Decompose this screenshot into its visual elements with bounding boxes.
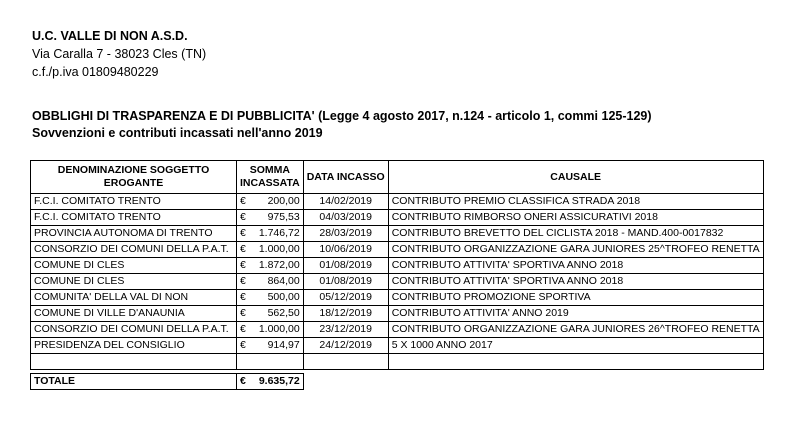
date-cell: 01/08/2019 — [303, 258, 388, 274]
entity-cell: COMUNE DI CLES — [31, 258, 237, 274]
currency-symbol: € — [240, 211, 246, 223]
empty-cell — [237, 354, 304, 370]
amount-cell — [237, 338, 304, 354]
currency-symbol: € — [240, 243, 246, 255]
empty-cell — [31, 354, 237, 370]
amount-value: 975,53 — [267, 211, 300, 223]
amount-value: 914,97 — [267, 339, 300, 351]
table-row — [31, 194, 764, 210]
table-row — [31, 306, 764, 322]
currency-symbol: € — [240, 323, 246, 335]
amount-cell — [237, 306, 304, 322]
column-header-entity-line2: EROGANTE — [103, 177, 164, 189]
date-cell: 01/08/2019 — [303, 274, 388, 290]
entity-cell: COMUNITA' DELLA VAL DI NON — [31, 290, 237, 306]
table-row — [31, 274, 764, 290]
reason-cell: CONTRIBUTO ATTIVITA' SPORTIVA ANNO 2018 — [388, 258, 763, 274]
document-subtitle: Sovvenzioni e contributi incassati nell'anno 2019 — [32, 126, 323, 140]
table-row — [31, 226, 764, 242]
empty-cell — [303, 354, 388, 370]
amount-cell — [237, 226, 304, 242]
date-cell: 05/12/2019 — [303, 290, 388, 306]
reason-cell: CONTRIBUTO ATTIVITA' ANNO 2019 — [388, 306, 763, 322]
currency-symbol: € — [240, 291, 246, 303]
amount-value: 864,00 — [267, 275, 300, 287]
date-cell: 28/03/2019 — [303, 226, 388, 242]
column-header-reason: CAUSALE — [388, 161, 763, 194]
entity-cell: F.C.I. COMITATO TRENTO — [31, 194, 237, 210]
contributions-table — [30, 160, 764, 390]
entity-cell: COMUNE DI VILLE D'ANAUNIA — [31, 306, 237, 322]
total-amount-cell — [237, 374, 304, 390]
total-amount: 9.635,72 — [258, 375, 300, 387]
amount-cell — [237, 322, 304, 338]
vat-number: c.f./p.iva 01809480229 — [32, 65, 159, 79]
amount-value: 500,00 — [267, 291, 300, 303]
date-cell: 24/12/2019 — [303, 338, 388, 354]
date-cell: 18/12/2019 — [303, 306, 388, 322]
amount-cell — [237, 258, 304, 274]
table-row — [31, 290, 764, 306]
reason-cell: CONTRIBUTO PREMIO CLASSIFICA STRADA 2018 — [388, 194, 763, 210]
amount-cell — [237, 242, 304, 258]
reason-cell: CONTRIBUTO ORGANIZZAZIONE GARA JUNIORES 26^TROFEO RENETTA — [388, 322, 763, 338]
table-row — [31, 242, 764, 258]
amount-value: 562,50 — [267, 307, 300, 319]
currency-symbol: € — [240, 195, 246, 207]
amount-value: 1.000,00 — [258, 323, 300, 335]
organization-address: Via Caralla 7 - 38023 Cles (TN) — [32, 47, 207, 61]
amount-value: 1.746,72 — [258, 227, 300, 239]
date-cell: 23/12/2019 — [303, 322, 388, 338]
currency-symbol: € — [240, 275, 246, 287]
reason-cell: CONTRIBUTO RIMBORSO ONERI ASSICURATIVI 2018 — [388, 210, 763, 226]
column-header-date: DATA INCASSO — [303, 161, 388, 194]
currency-symbol: € — [240, 339, 246, 351]
reason-cell: CONTRIBUTO BREVETTO DEL CICLISTA 2018 - MAND.400-0017832 — [388, 226, 763, 242]
table-header-row — [31, 161, 764, 194]
reason-cell: CONTRIBUTO ATTIVITA' SPORTIVA ANNO 2018 — [388, 274, 763, 290]
currency-symbol: € — [240, 227, 246, 239]
amount-value: 1.872,00 — [258, 259, 300, 271]
amount-cell — [237, 274, 304, 290]
organization-name: U.C. VALLE DI NON A.S.D. — [32, 29, 188, 43]
amount-cell — [237, 210, 304, 226]
reason-cell: CONTRIBUTO ORGANIZZAZIONE GARA JUNIORES 25^TROFEO RENETTA — [388, 242, 763, 258]
total-row — [31, 374, 764, 390]
column-header-entity — [31, 161, 237, 194]
entity-cell: PROVINCIA AUTONOMA DI TRENTO — [31, 226, 237, 242]
table-row — [31, 258, 764, 274]
currency-symbol: € — [240, 259, 246, 271]
entity-cell: CONSORZIO DEI COMUNI DELLA P.A.T. — [31, 242, 237, 258]
amount-cell — [237, 290, 304, 306]
empty-cell — [388, 354, 763, 370]
date-cell: 10/06/2019 — [303, 242, 388, 258]
entity-cell: PRESIDENZA DEL CONSIGLIO — [31, 338, 237, 354]
currency-symbol: € — [240, 375, 246, 387]
reason-cell: 5 X 1000 ANNO 2017 — [388, 338, 763, 354]
table-row — [31, 210, 764, 226]
date-cell: 14/02/2019 — [303, 194, 388, 210]
column-header-amount-line2: INCASSATA — [240, 177, 300, 189]
entity-cell: CONSORZIO DEI COMUNI DELLA P.A.T. — [31, 322, 237, 338]
reason-cell: CONTRIBUTO PROMOZIONE SPORTIVA — [388, 290, 763, 306]
column-header-entity-line1: DENOMINAZIONE SOGGETTO — [57, 164, 210, 176]
amount-cell — [237, 194, 304, 210]
table-row-empty — [31, 354, 764, 370]
column-header-amount-line1: SOMMA — [249, 164, 290, 176]
date-cell: 04/03/2019 — [303, 210, 388, 226]
entity-cell: COMUNE DI CLES — [31, 274, 237, 290]
amount-value: 200,00 — [267, 195, 300, 207]
total-label: TOTALE — [31, 374, 237, 390]
table-row — [31, 338, 764, 354]
currency-symbol: € — [240, 307, 246, 319]
table-row — [31, 322, 764, 338]
column-header-amount — [237, 161, 304, 194]
amount-value: 1.000,00 — [258, 243, 300, 255]
entity-cell: F.C.I. COMITATO TRENTO — [31, 210, 237, 226]
document-title: OBBLIGHI DI TRASPARENZA E DI PUBBLICITA' (Legge 4 agosto 2017, n.124 - articolo 1, commi 125-129) — [32, 109, 652, 123]
